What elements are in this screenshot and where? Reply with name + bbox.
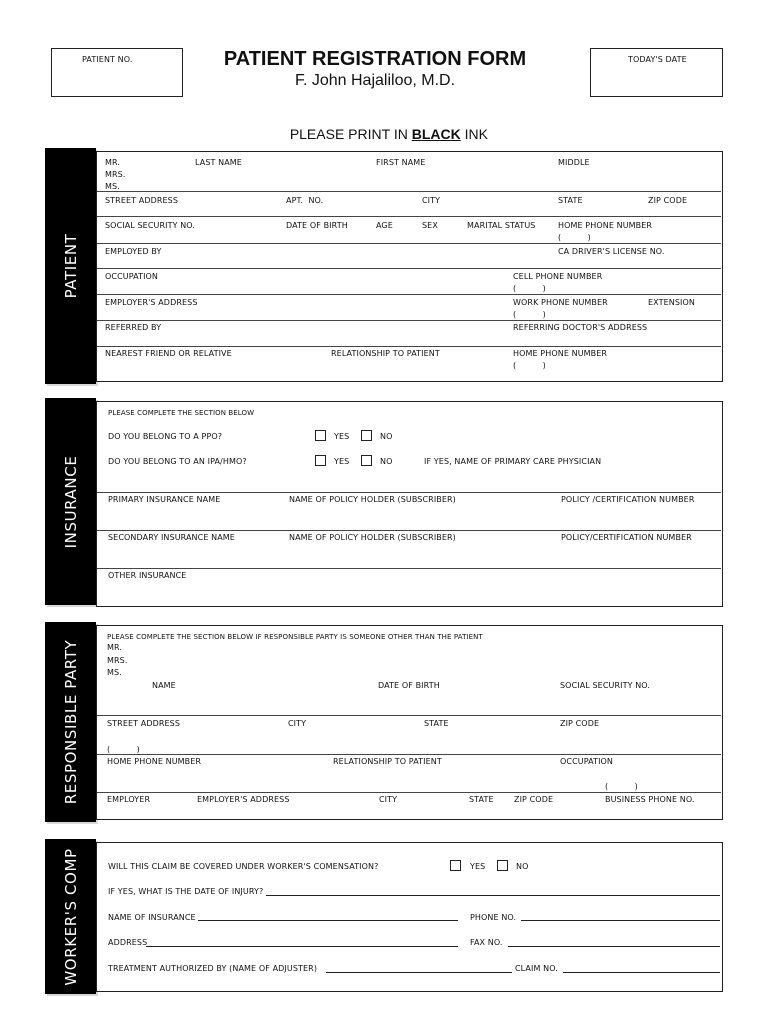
- workers-comp-address: ADDRESS: [108, 938, 148, 947]
- patient-mrs[interactable]: MRS.: [105, 170, 126, 179]
- patient-extension[interactable]: EXTENSION: [648, 298, 695, 307]
- workers-comp-claim-question: WILL THIS CLAIM BE COVERED UNDER WORKER'S COMENSATION?: [108, 862, 379, 871]
- patient-mr[interactable]: MR.: [105, 158, 121, 167]
- ipa-no-checkbox[interactable]: [361, 455, 372, 466]
- insurance-other[interactable]: OTHER INSURANCE: [108, 571, 187, 580]
- patient-referring-doctor-address[interactable]: REFERRING DOCTOR'S ADDRESS: [513, 323, 648, 332]
- patient-section-box: [96, 151, 723, 382]
- workers-comp-section-tab: [45, 839, 96, 994]
- patient-home-phone-2-paren: ( ): [513, 361, 546, 370]
- ipa-yes-checkbox[interactable]: [315, 455, 326, 466]
- form-title: PATIENT REGISTRATION FORM: [223, 48, 527, 70]
- todays-date-label: TODAY'S DATE: [628, 55, 687, 64]
- patient-section-label: PATIENT: [61, 233, 80, 299]
- address-line[interactable]: [146, 946, 458, 947]
- patient-occupation[interactable]: OCCUPATION: [105, 272, 159, 281]
- responsible-dob[interactable]: DATE OF BIRTH: [378, 681, 440, 690]
- patient-relationship[interactable]: RELATIONSHIP TO PATIENT: [331, 349, 440, 358]
- patient-home-phone-2[interactable]: HOME PHONE NUMBER: [513, 349, 608, 358]
- patient-referred-by[interactable]: REFERRED BY: [105, 323, 162, 332]
- insurance-primary-name[interactable]: PRIMARY INSURANCE NAME: [108, 495, 221, 504]
- responsible-section-label: RESPONSIBLE PARTY: [61, 639, 80, 805]
- workers-comp-yes-label: YES: [470, 862, 486, 871]
- responsible-employer[interactable]: EMPLOYER: [107, 795, 151, 804]
- patient-cell-phone[interactable]: CELL PHONE NUMBER: [513, 272, 603, 281]
- phone-no-line[interactable]: [521, 920, 720, 921]
- print-instruction: [200, 110, 570, 142]
- patient-sex[interactable]: SEX: [422, 221, 438, 230]
- patient-street-address[interactable]: STREET ADDRESS: [105, 196, 179, 205]
- patient-home-phone-paren: ( ): [558, 233, 591, 242]
- insurance-ipa-question: DO YOU BELONG TO AN IPA/HMO?: [108, 457, 247, 466]
- responsible-state[interactable]: STATE: [424, 719, 449, 728]
- ipa-no-label: NO: [380, 457, 393, 466]
- patient-apt-no[interactable]: APT. NO.: [286, 196, 324, 205]
- insurance-ppo-question: DO YOU BELONG TO A PPO?: [108, 432, 223, 441]
- fax-no-line[interactable]: [508, 946, 720, 947]
- responsible-home-phone-paren: ( ): [107, 745, 140, 754]
- ipa-yes-label: YES: [334, 457, 350, 466]
- insurance-section-label: INSURANCE: [61, 455, 80, 548]
- patient-zip-code[interactable]: ZIP CODE: [648, 196, 688, 205]
- workers-comp-section-label: WORKER'S COMP: [61, 847, 80, 986]
- print-instruction-suffix: INK: [460, 126, 488, 142]
- workers-comp-injury-date: IF YES, WHAT IS THE DATE OF INJURY?: [108, 887, 264, 896]
- insurance-secondary-name[interactable]: SECONDARY INSURANCE NAME: [108, 533, 235, 542]
- patient-ms[interactable]: MS.: [105, 182, 120, 190]
- responsible-section-tab: [45, 622, 96, 822]
- workers-comp-yes-checkbox[interactable]: [450, 860, 461, 871]
- insurance-policy-holder[interactable]: NAME OF POLICY HOLDER (SUBSCRIBER): [289, 495, 456, 504]
- patient-section-tab: [45, 148, 96, 384]
- patient-work-phone-paren: ( ): [513, 310, 546, 319]
- workers-comp-insurance-name: NAME OF INSURANCE: [108, 913, 196, 922]
- ppo-yes-label: YES: [334, 432, 350, 441]
- responsible-street-address[interactable]: STREET ADDRESS: [107, 719, 181, 728]
- ppo-yes-checkbox[interactable]: [315, 430, 326, 441]
- patient-ca-license[interactable]: CA DRIVER'S LICENSE NO.: [558, 247, 665, 256]
- workers-comp-no-checkbox[interactable]: [497, 860, 508, 871]
- responsible-instruction: PLEASE COMPLETE THE SECTION BELOW IF RESPONSIBLE PARTY IS SOMEONE OTHER THAN THE PATIENT: [107, 633, 483, 641]
- responsible-ms[interactable]: MS.: [107, 668, 122, 677]
- workers-comp-phone-no: PHONE NO.: [470, 913, 517, 922]
- ppo-no-label: NO: [380, 432, 393, 441]
- patient-first-name[interactable]: FIRST NAME: [376, 158, 426, 167]
- patient-last-name[interactable]: LAST NAME: [195, 158, 242, 167]
- insurance-pcp-note[interactable]: IF YES, NAME OF PRIMARY CARE PHYSICIAN: [424, 457, 602, 466]
- workers-comp-fax-no: FAX NO.: [470, 938, 503, 947]
- insurance-policy-cert-secondary[interactable]: POLICY/CERTIFICATION NUMBER: [561, 533, 692, 542]
- claim-no-line[interactable]: [563, 972, 720, 973]
- injury-date-line[interactable]: [266, 895, 720, 896]
- responsible-business-phone-paren: ( ): [605, 782, 638, 791]
- patient-age[interactable]: AGE: [376, 221, 393, 230]
- responsible-city-2[interactable]: CITY: [379, 795, 398, 804]
- ppo-no-checkbox[interactable]: [361, 430, 372, 441]
- responsible-business-phone[interactable]: BUSINESS PHONE NO.: [605, 795, 695, 804]
- patient-city[interactable]: CITY: [422, 196, 441, 205]
- workers-comp-claim-no: CLAIM NO.: [515, 964, 558, 973]
- print-instruction-prefix: PLEASE PRINT IN: [289, 126, 412, 142]
- insurance-policy-holder-2[interactable]: NAME OF POLICY HOLDER (SUBSCRIBER): [289, 533, 456, 542]
- responsible-city[interactable]: CITY: [288, 719, 307, 728]
- insurance-policy-cert-primary[interactable]: POLICY /CERTIFICATION NUMBER: [561, 495, 695, 504]
- responsible-zip-code-2[interactable]: ZIP CODE: [514, 795, 554, 804]
- insurance-section-tab: [45, 398, 96, 605]
- patient-nearest-friend[interactable]: NEAREST FRIEND OR RELATIVE: [105, 349, 232, 358]
- workers-comp-treatment-authorized: TREATMENT AUTHORIZED BY (NAME OF ADJUSTER): [108, 964, 318, 973]
- patient-work-phone[interactable]: WORK PHONE NUMBER: [513, 298, 608, 307]
- responsible-mrs[interactable]: MRS.: [107, 656, 128, 665]
- responsible-state-2[interactable]: STATE: [469, 795, 494, 804]
- patient-middle[interactable]: MIDDLE: [558, 158, 590, 167]
- patient-home-phone[interactable]: HOME PHONE NUMBER: [558, 221, 653, 230]
- patient-ssn[interactable]: SOCIAL SECURITY NO.: [105, 221, 196, 230]
- insurance-instruction: PLEASE COMPLETE THE SECTION BELOW: [108, 409, 255, 417]
- responsible-occupation[interactable]: OCCUPATION: [560, 757, 614, 766]
- print-instruction-bold: BLACK: [411, 126, 461, 142]
- patient-marital-status[interactable]: MARITAL STATUS: [467, 221, 536, 230]
- patient-cell-phone-paren: ( ): [513, 284, 546, 293]
- responsible-ssn[interactable]: SOCIAL SECURITY NO.: [560, 681, 651, 690]
- responsible-employer-address[interactable]: EMPLOYER'S ADDRESS: [197, 795, 290, 804]
- responsible-home-phone[interactable]: HOME PHONE NUMBER: [107, 757, 202, 766]
- patient-employer-address[interactable]: EMPLOYER'S ADDRESS: [105, 298, 198, 307]
- responsible-relationship[interactable]: RELATIONSHIP TO PATIENT: [333, 757, 442, 766]
- patient-state[interactable]: STATE: [558, 196, 583, 205]
- form-subtitle: F. John Hajaliloo, M.D.: [294, 72, 456, 89]
- patient-employed-by[interactable]: EMPLOYED BY: [105, 247, 162, 256]
- adjuster-line[interactable]: [326, 972, 512, 973]
- responsible-mr[interactable]: MR.: [107, 643, 123, 652]
- responsible-zip-code[interactable]: ZIP CODE: [560, 719, 600, 728]
- patient-no-label: PATIENT NO.: [82, 55, 133, 64]
- responsible-name[interactable]: NAME: [152, 681, 176, 690]
- patient-dob[interactable]: DATE OF BIRTH: [286, 221, 348, 230]
- insurance-name-line[interactable]: [198, 920, 458, 921]
- workers-comp-no-label: NO: [516, 862, 529, 871]
